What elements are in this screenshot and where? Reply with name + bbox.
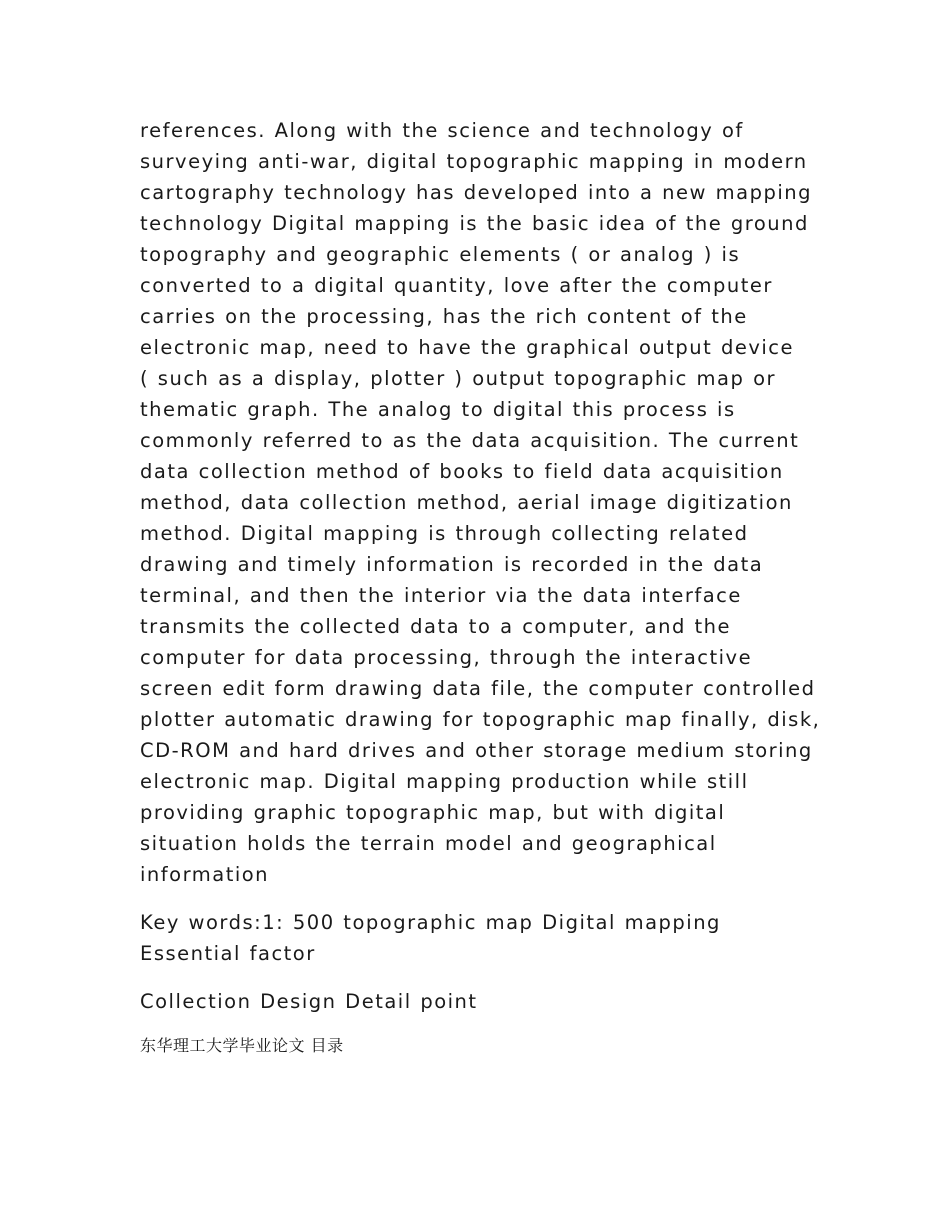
keywords-paragraph: Key words:1: 500 topographic map Digital mapping Essential factor <box>140 911 721 965</box>
abstract-paragraph: references. Along with the science and technology of surveying anti-war, digital topographic mapping in modern cartography technology has developed into a new mapping technology Digital mapping is the basic idea of the ground topography and geographic elements ( or analog ) is converted to a digital quantity, love after the computer carries on the processing, has the rich content of the electronic map, need to have the graphical output device ( such as a display, plotter ) output topographic map or thematic graph. The analog to digital this process is commonly referred to as the data acquisition. The current data collection method of books to field data acquisition method, data collection method, aerial image digitization method. Digital mapping is through collecting related drawing and timely information is recorded in the data terminal, and then the interior via the data interface transmits the collected data to a computer, and the computer for data processing, through the interactive screen edit form drawing data file, the computer controlled plotter automatic drawing for topographic map finally, disk, CD-ROM and hard drives and other storage medium storing electronic map. Digital mapping production while still providing graphic topographic map, but with digital situation holds the terrain model and geographical information <box>140 119 821 886</box>
collection-paragraph: Collection Design Detail point <box>140 990 478 1013</box>
document-body <box>140 115 830 1057</box>
toc-header-line: 东华理工大学毕业论文 目录 <box>140 1036 344 1055</box>
